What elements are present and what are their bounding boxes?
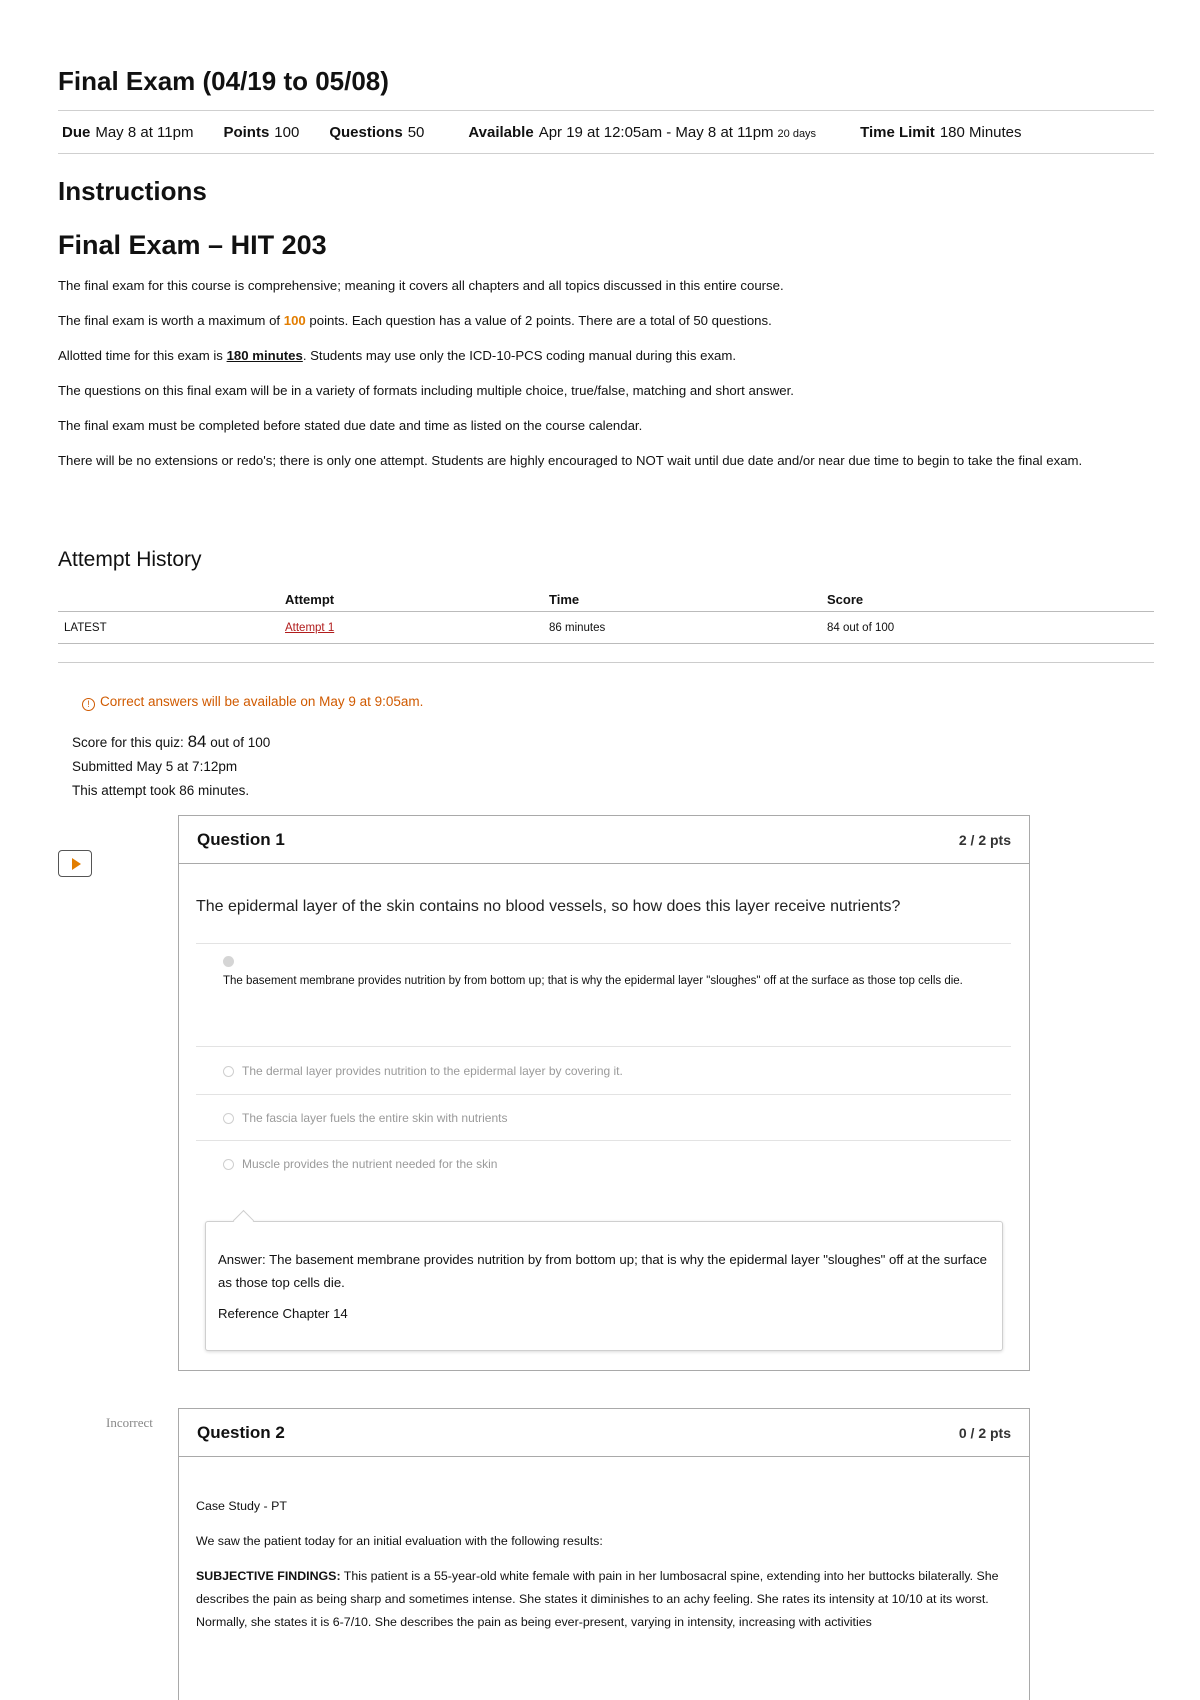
case-intro: We saw the patient today for an initial evaluation with the following results: (196, 1534, 603, 1548)
quiz-summary (72, 730, 270, 803)
duration-line: This attempt took 86 minutes. (72, 783, 250, 798)
questions-info (329, 124, 424, 141)
question-points: 2 / 2 pts (958, 831, 1011, 848)
time-limit-label: Time Limit (860, 123, 935, 141)
question-title: Question 2 (197, 1422, 285, 1442)
answer-explanation (205, 1221, 1003, 1351)
due-label: Due (62, 123, 91, 141)
findings-label: SUBJECTIVE FINDINGS: (196, 1569, 341, 1583)
answers-notice (82, 694, 423, 711)
highlight-time: 180 minutes (226, 348, 303, 363)
text-span: Score for this quiz: (72, 735, 188, 750)
divider (196, 1046, 1011, 1047)
divider (58, 662, 1154, 663)
reference-text: Reference Chapter 14 (218, 1306, 348, 1321)
play-button[interactable] (58, 850, 92, 877)
notice-text: Correct answers will be available on May 9 at 9:05am. (100, 694, 424, 709)
due-date (62, 124, 193, 141)
incorrect-label: Incorrect (106, 1415, 153, 1430)
question-header (179, 816, 1029, 864)
points-info (223, 124, 299, 141)
submitted-line: Submitted May 5 at 7:12pm (72, 759, 238, 774)
option-text: Muscle provides the nutrient needed for the skin (242, 1157, 498, 1171)
score-line (72, 730, 270, 755)
available-value: Apr 19 at 12:05am - May 8 at 11pm (538, 123, 774, 141)
question-header (179, 1409, 1029, 1457)
time-limit-info (860, 124, 1021, 141)
availability-info (468, 124, 816, 141)
text-span: out of 100 (206, 735, 271, 750)
time-limit-value: 180 Minutes (939, 123, 1022, 141)
instruction-paragraph: The questions on this final exam will be in a variety of formats including multiple choice, true/false, matching and short answer. (58, 383, 794, 398)
instruction-paragraph: The final exam for this course is comprehensive; meaning it covers all chapters and all topics discussed in this entire course. (58, 278, 784, 293)
questions-label: Questions (329, 123, 403, 141)
points-label: Points (223, 123, 270, 141)
answer-text: Answer: The basement membrane provides nutrition by from bottom up; that is why the epidermal layer "sloughes" off at the surface as those top cells die. (218, 1252, 988, 1290)
radio-icon (223, 1066, 234, 1077)
table-header (58, 588, 1154, 612)
question-1-card (178, 815, 1030, 1371)
text-span: . Students may use only the ICD-10-PCS coding manual during this exam. (302, 348, 737, 363)
answer-option[interactable] (223, 1157, 497, 1171)
answer-option[interactable] (223, 1111, 507, 1125)
instruction-paragraph: The final exam must be completed before stated due date and time as listed on the course calendar. (58, 418, 643, 433)
text-span: points. Each question has a value of 2 points. There are a total of 50 questions. (305, 313, 772, 328)
play-icon (72, 858, 81, 870)
instruction-paragraph: There will be no extensions or redo's; there is only one attempt. Students are highly encouraged to NOT wait until due date and/or near due time to begin to take the final exam. (58, 453, 1083, 468)
instructions-heading: Instructions (58, 176, 207, 206)
option-text: The dermal layer provides nutrition to the epidermal layer by covering it. (242, 1064, 623, 1078)
page-title: Final Exam (04/19 to 05/08) (58, 66, 389, 96)
exam-details-bar (58, 110, 1154, 154)
column-header: Score (827, 592, 864, 607)
attempt-label: LATEST (64, 621, 107, 634)
text-span: Allotted time for this exam is (58, 348, 227, 363)
option-text: The fascia layer fuels the entire skin with nutrients (242, 1111, 508, 1125)
info-icon: ! (82, 698, 95, 711)
question-text: The epidermal layer of the skin contains no blood vessels, so how does this layer receive nutrients? (196, 898, 901, 915)
available-days: 20 days (777, 127, 817, 140)
attempt-time: 86 minutes (549, 621, 606, 634)
column-header: Attempt (285, 592, 335, 607)
selected-answer-text: The basement membrane provides nutrition by from bottom up; that is why the epidermal layer "sloughes" off at the surface as those top cells die. (223, 975, 963, 987)
radio-icon (223, 1159, 234, 1170)
column-header: Time (549, 592, 580, 607)
selected-radio-icon (223, 956, 234, 967)
course-heading: Final Exam – HIT 203 (58, 230, 327, 260)
subjective-findings (196, 1565, 1016, 1634)
instruction-paragraph (58, 344, 1138, 367)
attempt-score: 84 out of 100 (827, 621, 895, 634)
highlight-points: 100 (283, 313, 306, 328)
divider (196, 1140, 1011, 1141)
question-points: 0 / 2 pts (958, 1424, 1011, 1441)
question-title: Question 1 (197, 829, 285, 849)
questions-value: 50 (407, 123, 425, 141)
instruction-paragraph (58, 309, 1138, 332)
question-2-card (178, 1408, 1030, 1700)
selected-answer[interactable] (223, 956, 983, 991)
findings-text: This patient is a 55-year-old white female with pain in her lumbosacral spine, extending into her buttocks bilaterally. She describes the pain as being sharp and sometimes intense. She states it diminishes to an achy feeling. She rates its intensity at 10/10 at its worst. Normally, she states it is 6-7/10. She describes the pain as being ever-present, varying in intensity, increasing with activities (196, 1569, 999, 1629)
score-value: 84 (187, 732, 207, 751)
due-value: May 8 at 11pm (95, 123, 194, 141)
attempt-link[interactable]: Attempt 1 (285, 621, 335, 634)
points-value: 100 (274, 123, 300, 141)
table-row (58, 612, 1154, 644)
text-span: The final exam is worth a maximum of (58, 313, 284, 328)
case-title: Case Study - PT (196, 1499, 287, 1513)
attempt-history-heading: Attempt History (58, 548, 202, 571)
divider (196, 943, 1011, 944)
divider (196, 1094, 1011, 1095)
attempt-history-table (58, 588, 1154, 644)
radio-icon (223, 1113, 234, 1124)
available-label: Available (468, 123, 534, 141)
answer-option[interactable] (223, 1064, 623, 1078)
